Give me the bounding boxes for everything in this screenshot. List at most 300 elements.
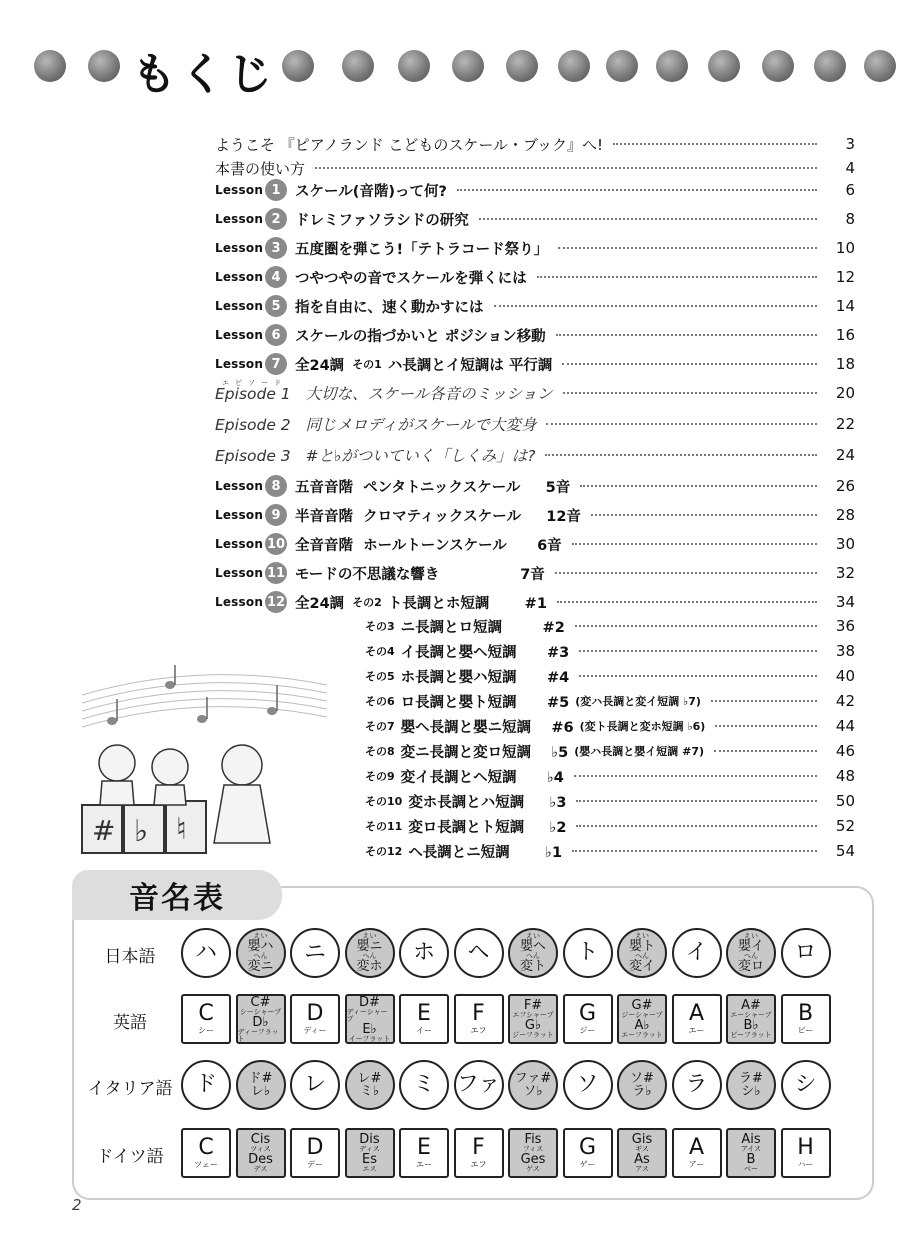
natural-note-cell (181, 1128, 231, 1178)
accidental-note-cell (236, 928, 286, 978)
dot-leader (576, 800, 817, 802)
sharp-name: 嬰ト (628, 939, 655, 954)
accidental-note-cell (726, 1128, 776, 1178)
note-reading: エフ (470, 1026, 487, 1035)
page-ref: 38 (835, 642, 855, 660)
lesson-number-badge: 5 (265, 295, 287, 317)
sharp-reading: アイス (740, 1145, 762, 1153)
lesson-label: Lesson (215, 299, 264, 313)
enharmonic-note: (変ト長調と変ホ短調 ♭6) (579, 720, 706, 733)
lesson-label: Lesson (215, 508, 264, 522)
natural-note-cell (181, 928, 231, 978)
flat-name: 変イ (628, 959, 655, 974)
toc-subrow[interactable] (365, 739, 855, 763)
sharp-reading: えい (526, 932, 540, 940)
toc-row[interactable] (215, 156, 855, 180)
natural-note-cell (672, 994, 722, 1044)
dot-leader (575, 625, 817, 627)
page-ref: 4 (845, 159, 855, 177)
row-label: ドイツ語 (96, 1147, 164, 1167)
dot-leader (315, 167, 817, 169)
flat-name: 変ニ (247, 959, 274, 974)
dot-leader (715, 725, 817, 727)
natural-note-cell (563, 928, 613, 978)
note-name: F (472, 1001, 485, 1026)
toc-row[interactable] (215, 132, 855, 156)
toc-subtitle: ニ長調とロ短調 #2 (400, 619, 565, 636)
page-ref: 40 (835, 667, 855, 685)
accidental-note-cell (236, 1060, 286, 1110)
note-name-table-title: 音名表 (72, 870, 282, 920)
sharp-reading: エフシャープ (512, 1011, 554, 1019)
accidental-note-cell (345, 1060, 395, 1110)
lesson-label: Lesson (215, 595, 264, 609)
accidental-note-cell (617, 1060, 667, 1110)
flat-name: 変ホ (356, 959, 383, 974)
note-reading: アー (688, 1160, 705, 1169)
toc-title: 五音音階 ペンタトニックスケール 5音 (295, 479, 571, 496)
note-name: F (472, 1135, 485, 1160)
sharp-reading: エーシャープ (730, 1011, 772, 1019)
toc-row[interactable] (215, 381, 855, 405)
decor-dot (342, 50, 374, 82)
flat-reading: デス (253, 1165, 268, 1173)
toc-subtitle: イ長調と嬰ヘ短調 #3 (400, 644, 570, 661)
page-ref: 28 (835, 506, 855, 524)
sono-label: その2 (352, 596, 382, 609)
lesson-label: Lesson (215, 357, 264, 371)
decor-dot (708, 50, 740, 82)
sharp-name: ラ# (739, 1071, 763, 1086)
dot-leader (556, 334, 817, 336)
flat-name: ミ♭ (359, 1084, 380, 1099)
natural-note-cell (672, 928, 722, 978)
natural-note-cell (781, 928, 831, 978)
note-name: ニ (303, 940, 326, 965)
page-ref: 12 (835, 268, 855, 286)
page-ref: 44 (835, 717, 855, 735)
lesson-label: Lesson (215, 183, 264, 197)
flat-name: 変ト (519, 959, 546, 974)
natural-note-cell (290, 928, 340, 978)
row-label: 英語 (113, 1013, 147, 1033)
note-reading: エフ (470, 1160, 487, 1169)
toc-title: 全24調 (295, 595, 345, 612)
accidental-note-cell (345, 994, 395, 1044)
toc-title: 半音音階 クロマティックスケール 12音 (295, 508, 581, 525)
toc-subtitle: ヘ長調とニ短調 ♭1 (408, 844, 563, 861)
flat-name: B♭ (743, 1018, 759, 1033)
flat-reading: へん (635, 952, 649, 960)
lesson-label: Lesson (215, 566, 264, 580)
decor-dot (282, 50, 314, 82)
note-name: D (306, 1135, 324, 1160)
sharp-name: D# (359, 994, 380, 1010)
dot-leader (545, 454, 817, 456)
natural-note-cell (290, 994, 340, 1044)
toc-row[interactable] (215, 532, 855, 556)
sharp-reading: ツィス (250, 1145, 271, 1153)
toc-row[interactable] (215, 265, 855, 289)
decor-dot (606, 50, 638, 82)
sharp-reading: えい (744, 932, 758, 940)
page-ref: 10 (835, 239, 855, 257)
lesson-label: Lesson (215, 328, 264, 342)
flat-reading: ゲス (526, 1165, 540, 1173)
page-ref: 42 (835, 692, 855, 710)
lesson-label: Lesson (215, 479, 264, 493)
accidental-note-cell (345, 928, 395, 978)
lesson-number-badge: 9 (265, 504, 287, 526)
dot-leader (572, 850, 817, 852)
episode-ruby: エピソード (222, 379, 287, 387)
dot-leader (579, 650, 817, 652)
flat-name: Es (362, 1152, 377, 1167)
sharp-reading: ディス (359, 1145, 380, 1153)
note-name: ソ (576, 1072, 599, 1097)
lesson-number-badge: 2 (265, 208, 287, 230)
dot-leader (555, 572, 817, 574)
toc-subrow[interactable] (365, 614, 855, 638)
sharp-reading: ギス (635, 1145, 649, 1153)
decor-dot (34, 50, 66, 82)
toc-subtitle: ホ長調と嬰ハ短調 #4 (400, 669, 570, 686)
note-name: ト (576, 940, 599, 965)
note-name: C (198, 1001, 214, 1026)
decor-dot (398, 50, 430, 82)
dot-leader (537, 276, 817, 278)
toc-title: スケール(音階)って何? (295, 183, 447, 200)
flat-reading: ベー (744, 1165, 758, 1173)
toc-subrow[interactable] (365, 714, 855, 738)
sono-label: その4 (365, 645, 395, 658)
note-name: D (306, 1001, 324, 1026)
sono-label: その8 (365, 745, 395, 758)
dot-leader (557, 601, 817, 603)
toc-row[interactable] (215, 178, 855, 202)
note-name: H (797, 1135, 814, 1160)
dot-leader (562, 363, 817, 365)
toc-title: つやつやの音でスケールを弾くには (295, 270, 527, 287)
toc-subrow[interactable] (365, 839, 855, 863)
dot-leader (576, 825, 817, 827)
sharp-reading: えい (362, 932, 377, 940)
natural-note-cell (454, 1128, 504, 1178)
sharp-reading: ディーシャープ (346, 1007, 388, 1023)
natural-note-cell (454, 1060, 504, 1110)
toc-title: モードの不思議な響き 7音 (295, 566, 545, 583)
episode-title: Episode 2 同じメロディがスケールで大変身 (215, 416, 537, 434)
toc-row[interactable] (215, 443, 855, 467)
sharp-name: C# (250, 994, 271, 1010)
note-name: C (198, 1135, 214, 1160)
page-number: 2 (72, 1196, 82, 1214)
accidental-note-cell (617, 994, 667, 1044)
decor-dot (814, 50, 846, 82)
flat-reading: エーフラット (621, 1031, 663, 1039)
accidental-note-cell (508, 1128, 558, 1178)
flat-reading: イーフラット (348, 1034, 391, 1043)
natural-note-cell (399, 1128, 449, 1178)
sharp-name: Fis (524, 1132, 542, 1147)
natural-note-cell (672, 1060, 722, 1110)
note-reading: ゲー (579, 1160, 596, 1169)
sharp-name: 嬰ヘ (519, 939, 546, 954)
natural-note-cell (672, 1128, 722, 1178)
decor-dot (88, 50, 120, 82)
enharmonic-note: (変ハ長調と変イ短調 ♭7) (575, 695, 701, 708)
toc-subtitle: ハ長調とイ短調は 平行調 (387, 357, 553, 374)
note-reading: ディー (303, 1026, 327, 1035)
flat-reading: へん (362, 952, 377, 960)
note-icon (107, 681, 277, 725)
flat-name: G♭ (524, 1018, 542, 1033)
sono-label: その1 (352, 358, 382, 371)
dot-leader (558, 247, 817, 249)
dot-leader (711, 700, 817, 702)
natural-note-cell (181, 1060, 231, 1110)
dot-leader (579, 675, 817, 677)
sono-label: その11 (365, 820, 403, 833)
sharp-name: ソ# (630, 1071, 654, 1086)
flat-reading: へん (744, 952, 758, 960)
toc-subrow[interactable] (365, 639, 855, 663)
enharmonic-note: (嬰ハ長調と嬰イ短調 #7) (574, 745, 705, 758)
sharp-name: Ais (741, 1132, 761, 1147)
accidental-note-cell (508, 994, 558, 1044)
flat-name: B (746, 1152, 756, 1167)
note-name: シ (794, 1072, 817, 1097)
sharp-reading: えい (635, 932, 649, 940)
page-ref: 54 (835, 842, 855, 860)
sharp-reading: シーシャープ (239, 1007, 282, 1016)
note-reading: イー (416, 1026, 432, 1035)
flat-name: Des (248, 1152, 273, 1167)
toc-subrow[interactable] (365, 789, 855, 813)
toc-row[interactable] (215, 503, 855, 527)
decor-dot (558, 50, 590, 82)
note-name: ロ (794, 940, 817, 965)
note-name: ハ (194, 940, 217, 965)
episode-title: Episode 3 #と♭がついていく「しくみ」は? (215, 447, 536, 465)
dot-leader (479, 218, 817, 220)
toc-row[interactable] (215, 323, 855, 347)
sharp-name: レ# (357, 1071, 382, 1086)
toc-subtitle: 嬰ヘ長調と嬰ニ短調 #6 (400, 719, 574, 736)
sono-label: その9 (365, 770, 395, 783)
page-ref: 34 (835, 593, 855, 611)
flat-name: As (634, 1152, 650, 1167)
flat-name: ソ♭ (523, 1084, 543, 1099)
decor-dot (762, 50, 794, 82)
dot-leader (457, 189, 817, 191)
lesson-label: Lesson (215, 537, 264, 551)
lesson-number-badge: 6 (265, 324, 287, 346)
note-name: A (688, 1001, 705, 1026)
natural-note-cell (290, 1060, 340, 1110)
lesson-number-badge: 12 (265, 591, 287, 613)
natural-note-cell (781, 1128, 831, 1178)
note-reading: ジー (579, 1026, 596, 1035)
natural-note-cell (181, 994, 231, 1044)
dot-leader (714, 750, 817, 752)
note-name: G (578, 1001, 597, 1026)
toc-subtitle: 変ロ長調とト短調 ♭2 (408, 819, 567, 836)
note-name: イ (685, 940, 708, 965)
toc-subrow[interactable] (365, 764, 855, 788)
episode-title: Episode 1 大切な、スケール各音のミッション (215, 385, 553, 403)
note-name: ド (194, 1072, 217, 1097)
flat-name: Ges (520, 1152, 546, 1167)
toc-row[interactable] (215, 352, 855, 376)
flat-name: レ♭ (250, 1084, 271, 1099)
page-ref: 20 (835, 384, 855, 402)
natural-note-cell (399, 994, 449, 1044)
sono-label: その5 (365, 670, 395, 683)
sharp-name: 嬰ハ (247, 939, 274, 954)
page-ref: 52 (835, 817, 855, 835)
toc-subtitle: ロ長調と嬰ト短調 #5 (400, 694, 570, 711)
row-label: イタリア語 (87, 1079, 173, 1099)
sharp-reading: えい (253, 932, 268, 940)
toc-subtitle: 変ホ長調とハ短調 ♭3 (408, 794, 567, 811)
toc-subtitle: ト長調とホ短調 #1 (387, 595, 547, 612)
natural-note-cell (454, 994, 504, 1044)
lesson-number-badge: 1 (265, 179, 287, 201)
lesson-label: Lesson (215, 241, 264, 255)
page-ref: 32 (835, 564, 855, 582)
sharp-name: Dis (359, 1132, 380, 1147)
lesson-number-badge: 8 (265, 475, 287, 497)
lesson-number-badge: 10 (265, 533, 287, 555)
page-title: もくじ (132, 49, 276, 100)
sono-label: その12 (365, 845, 403, 858)
note-name: A (688, 1135, 705, 1160)
toc-row[interactable] (215, 294, 855, 318)
accidental-note-cell (726, 994, 776, 1044)
lesson-label: Lesson (215, 212, 264, 226)
toc-title: 指を自由に、速く動かすには (295, 299, 484, 316)
natural-note-cell (399, 1060, 449, 1110)
natural-note-cell (399, 928, 449, 978)
natural-note-cell (454, 928, 504, 978)
note-name: ラ (685, 1072, 708, 1097)
toc-title: 全音音階 ホールトーンスケール 6音 (295, 537, 562, 554)
accidental-note-cell (726, 928, 776, 978)
lesson-number-badge: 11 (265, 562, 287, 584)
toc-subrow[interactable] (365, 689, 855, 713)
lesson-number-badge: 7 (265, 353, 287, 375)
dot-leader (546, 423, 817, 425)
flat-reading: アス (635, 1165, 649, 1173)
note-name: ファ (456, 1072, 501, 1097)
note-name: ヘ (467, 940, 490, 965)
sharp-name: Gis (631, 1132, 653, 1147)
sharp-name: F# (523, 998, 543, 1013)
toc-title: ドレミファソラシドの研究 (295, 212, 469, 229)
flat-reading: ディーフラット (237, 1027, 279, 1043)
sono-label: その3 (365, 620, 395, 633)
toc-title: スケールの指づかいと ポジション移動 (295, 328, 546, 345)
sharp-name: G# (631, 998, 653, 1013)
page-ref: 24 (835, 446, 855, 464)
dot-leader (574, 775, 817, 777)
natural-note-cell (781, 994, 831, 1044)
page-ref: 46 (835, 742, 855, 760)
toc-row[interactable] (215, 412, 855, 436)
note-name: E (417, 1135, 431, 1160)
note-name: B (797, 1001, 814, 1026)
dot-leader (591, 514, 817, 516)
note-name: E (417, 1001, 431, 1026)
flat-name: E♭ (362, 1021, 377, 1037)
sharp-reading: ジーシャープ (621, 1011, 663, 1019)
natural-note-cell (563, 1128, 613, 1178)
lesson-label: Lesson (215, 270, 264, 284)
toc-row[interactable] (215, 590, 855, 614)
toc-title: ようこそ 『ピアノランド こどものスケール・ブック』へ! (215, 135, 604, 154)
flat-reading: ビーフラット (730, 1031, 772, 1039)
sharp-name: ド# (248, 1071, 273, 1086)
decor-dot (864, 50, 896, 82)
dot-leader (613, 143, 817, 145)
sharp-name: ファ# (514, 1071, 552, 1086)
row-label: 日本語 (104, 947, 156, 967)
page-ref: 6 (845, 181, 855, 199)
accidental-note-cell (617, 1128, 667, 1178)
page-ref: 8 (845, 210, 855, 228)
toc-row[interactable] (215, 236, 855, 260)
toc-subtitle: 変イ長調とヘ短調 ♭4 (400, 769, 564, 786)
page-ref: 18 (835, 355, 855, 373)
dot-leader (580, 485, 817, 487)
sono-label: その6 (365, 695, 395, 708)
flat-reading: へん (253, 952, 268, 960)
note-reading: ツェー (194, 1160, 218, 1169)
page-ref: 3 (845, 135, 855, 153)
toc-row[interactable] (215, 207, 855, 231)
page-ref: 50 (835, 792, 855, 810)
accidental-note-cell (236, 994, 286, 1044)
note-reading: デー (307, 1160, 323, 1169)
note-name: ホ (412, 940, 435, 965)
decor-dot (656, 50, 688, 82)
note-name: レ (303, 1072, 326, 1097)
toc-row[interactable] (215, 561, 855, 585)
note-reading: エー (688, 1026, 705, 1035)
page-ref: 22 (835, 415, 855, 433)
flat-name: シ♭ (741, 1084, 761, 1099)
toc-subrow[interactable] (365, 814, 855, 838)
toc-subtitle: 変ニ長調と変ロ短調 ♭5 (400, 744, 569, 761)
note-reading: ビー (797, 1026, 814, 1035)
natural-note-cell (563, 994, 613, 1044)
note-name: ミ (412, 1072, 435, 1097)
page-ref: 48 (835, 767, 855, 785)
flat-name: D♭ (252, 1014, 269, 1030)
note-name: G (578, 1135, 597, 1160)
lesson-number-badge: 4 (265, 266, 287, 288)
dot-leader (494, 305, 818, 307)
toc-row[interactable] (215, 474, 855, 498)
accidental-note-cell (726, 1060, 776, 1110)
natural-note-cell (563, 1060, 613, 1110)
sharp-name: 嬰ニ (356, 939, 383, 954)
sharp-reading: フィス (522, 1145, 544, 1153)
flat-name: 変ロ (737, 959, 764, 974)
toc-subrow[interactable] (365, 664, 855, 688)
svg-text:♮: ♮ (176, 812, 187, 847)
